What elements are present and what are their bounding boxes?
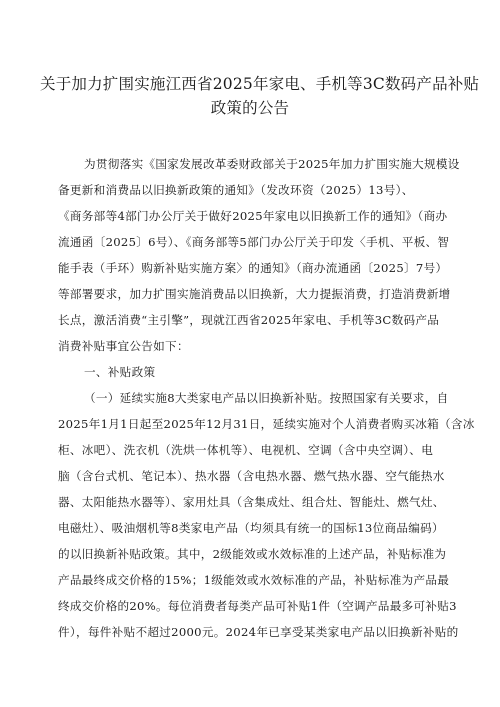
announcement-title-line-2: 政策的公告 (210, 99, 290, 117)
body-line: 等部署要求，加力扩围实施消费品以旧换新，大力提振消费，打造消费新增 (58, 287, 451, 301)
body-line: 柜、冰吧）、洗衣机（洗烘一体机等）、电视机、空调（含中央空调）、电 (58, 443, 434, 457)
section-heading: 一、补贴政策 (84, 365, 156, 379)
body-line: 脑（含台式机、笔记本）、热水器（含电热水器、燃气热水器、空气能热水 (58, 469, 445, 483)
announcement-title-line-1: 关于加力扩围实施江西省2025年家电、手机等3C数码产品补贴 (40, 75, 480, 93)
body-line: 《商务部等4部门办公厅关于做好2025年家电以旧换新工作的通知》（商办 (58, 209, 448, 223)
body-line: 长点，激活消费“主引擎”，现就江西省2025年家电、手机等3C数码产品 (58, 313, 440, 327)
body-line: 能手表（手环）购新补贴实施方案〉的通知》（商办流通函〔2025〕7号） (58, 261, 448, 275)
body-line: 2025年1月1日起至2025年12月31日，延续实施对个人消费者购买冰箱（含冰 (58, 417, 475, 431)
body-line: 为贯彻落实《国家发展改革委财政部关于2025年加力扩围实施大规模设 (84, 157, 460, 171)
body-line: 流通函〔2025〕6号）、《商务部等5部门办公厅关于印发〈手机、平板、智 (58, 235, 450, 249)
body-line: 件），每件补贴不超过2000元。2024年已享受某类家电产品以旧换新补贴的 (58, 625, 459, 639)
body-line: 产品最终成交价格的15%；1级能效或水效标准的产品，补贴标准为产品最 (58, 573, 450, 587)
body-line: 备更新和消费品以旧换新政策的通知》（发改环资（2025）13号）、 (58, 183, 414, 197)
body-line: 的以旧换新补贴政策。其中，2级能效或水效标准的上述产品，补贴标准为 (58, 547, 447, 561)
body-line: 终成交价格的20%。每位消费者每类产品可补贴1件（空调产品最多可补贴3 (58, 599, 457, 613)
body-line: 消费补贴事宜公告如下： (58, 339, 189, 353)
body-line: （一）延续实施8大类家电产品以旧换新补贴。按照国家有关要求，自 (84, 391, 449, 405)
body-line: 电磁灶）、吸油烟机等8类家电产品（均须具有统一的国标13位商品编码） (58, 521, 444, 535)
body-line: 器、太阳能热水器等）、家用灶具（含集成灶、组合灶、智能灶、燃气灶、 (58, 495, 445, 509)
